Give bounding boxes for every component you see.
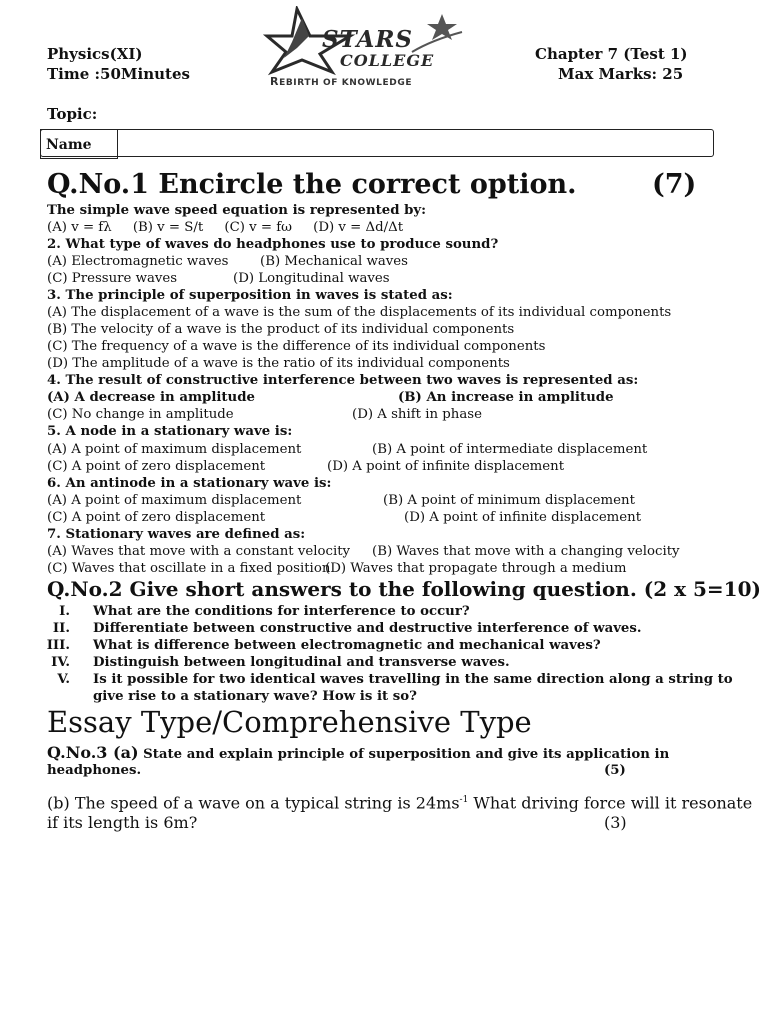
q2-question: Is it possible for two identical waves travelling in the same direction along a string to [93, 672, 733, 687]
option: (D) The amplitude of a wave is the ratio of its individual components [47, 356, 510, 371]
option: (D) Longitudinal waves [233, 271, 390, 286]
q3b-marks: (3) [604, 813, 627, 832]
q2-num: IV. [51, 655, 70, 670]
option: (B) A point of minimum displacement [383, 493, 635, 508]
option: (A) Waves that move with a constant velocity [47, 544, 351, 559]
q2-num: II. [52, 621, 70, 636]
q1-item-5-question: 5. A node in a stationary wave is: [47, 424, 293, 439]
time-label: Time :50Minutes [47, 65, 190, 83]
q3a-prefix: Q.No.3 (a) [47, 743, 139, 762]
q1-item-7-question: 7. Stationary waves are defined as: [47, 527, 306, 542]
logo-word-stars: STARS [322, 26, 414, 53]
q2-title: Q.No.2 Give short answers to the following question. (2 x 5=10) [47, 577, 761, 601]
option: (B) The velocity of a wave is the product of its individual components [47, 322, 515, 337]
option: (C) Waves that oscillate in a fixed position [47, 561, 331, 576]
q3b-question [47, 790, 752, 813]
option: (C) No change in amplitude [47, 407, 234, 422]
q3a-text-cont: headphones. [47, 763, 142, 778]
q3b-text-line2: if its length is 6m? [47, 813, 198, 832]
q1-item-1-options [47, 219, 403, 236]
option: (B) Mechanical waves [260, 254, 408, 269]
option: (A) A point of maximum displacement [47, 493, 302, 508]
q1-item-4-question: 4. The result of constructive interference between two waves is represented as: [47, 373, 639, 388]
q1-title: Q.No.1 Encircle the correct option. [47, 169, 577, 200]
option: (C) The frequency of a wave is the difference of its individual components [47, 339, 546, 354]
q3b-sup: -1 [459, 795, 469, 805]
option: (C) A point of zero displacement [47, 459, 266, 474]
q2-num: III. [46, 638, 70, 653]
max-marks-label: Max Marks: 25 [558, 65, 684, 83]
chapter-label: Chapter 7 (Test 1) [535, 45, 688, 63]
essay-title: Essay Type/Comprehensive Type [47, 705, 532, 739]
college-logo [262, 6, 477, 90]
option: (A) A point of maximum displacement [47, 442, 302, 457]
q2-question-cont: give rise to a stationary wave? How is it so? [93, 689, 417, 704]
subject-label: Physics(XI) [47, 45, 143, 63]
q2-question: Distinguish between longitudinal and transverse waves. [93, 655, 510, 670]
q2-num: I. [59, 604, 70, 619]
option: (B) v = S/t [132, 220, 204, 235]
option: (A) The displacement of a wave is the sum of the displacements of its individual components [47, 305, 672, 320]
q2-num: V. [57, 672, 70, 687]
logo-word-college: COLLEGE [340, 51, 435, 70]
q1-item-6-question: 6. An antinode in a stationary wave is: [47, 476, 332, 491]
option: (D) A point of infinite displacement [404, 510, 642, 525]
option: (C) v = fω [224, 220, 293, 235]
topic-label: Topic: [47, 105, 98, 123]
option: (C) A point of zero displacement [47, 510, 266, 525]
option: (A) Electromagnetic waves [47, 254, 229, 269]
q2-question: What are the conditions for interference to occur? [93, 604, 470, 619]
option: (A) v = fλ [47, 220, 112, 235]
option: (D) A point of infinite displacement [327, 459, 565, 474]
option: (D) v = Δd/Δt [313, 220, 404, 235]
name-label: Name [40, 129, 118, 159]
q3b-text: (b) The speed of a wave on a typical string is 24ms [47, 793, 460, 813]
option: (D) Waves that propagate through a medium [325, 561, 627, 576]
option: (B) An increase in amplitude [398, 390, 614, 405]
q1-item-3-question: 3. The principle of superposition in waves is stated as: [47, 288, 453, 303]
q3b-text-cont: What driving force will it resonate [468, 793, 753, 813]
option: (B) A point of intermediate displacement [372, 442, 648, 457]
option: (B) Waves that move with a changing velocity [372, 544, 680, 559]
option: (D) A shift in phase [352, 407, 482, 422]
option: (C) Pressure waves [47, 271, 178, 286]
q3a-text: State and explain principle of superposition and give its application in [143, 747, 670, 762]
q1-item-2-question: 2. What type of waves do headphones use to produce sound? [47, 237, 499, 252]
q1-item-1-question: The simple wave speed equation is represented by: [47, 203, 427, 218]
option: (A) A decrease in amplitude [47, 390, 255, 405]
q1-marks: (7) [652, 169, 697, 200]
logo-tagline: REBIRTH OF KNOWLEDGE [270, 75, 413, 88]
q3a-question [47, 744, 669, 763]
name-field[interactable] [40, 129, 714, 157]
q2-question: What is difference between electromagnetic and mechanical waves? [93, 638, 601, 653]
q3a-marks: (5) [604, 763, 626, 778]
q2-question: Differentiate between constructive and destructive interference of waves. [93, 621, 642, 636]
